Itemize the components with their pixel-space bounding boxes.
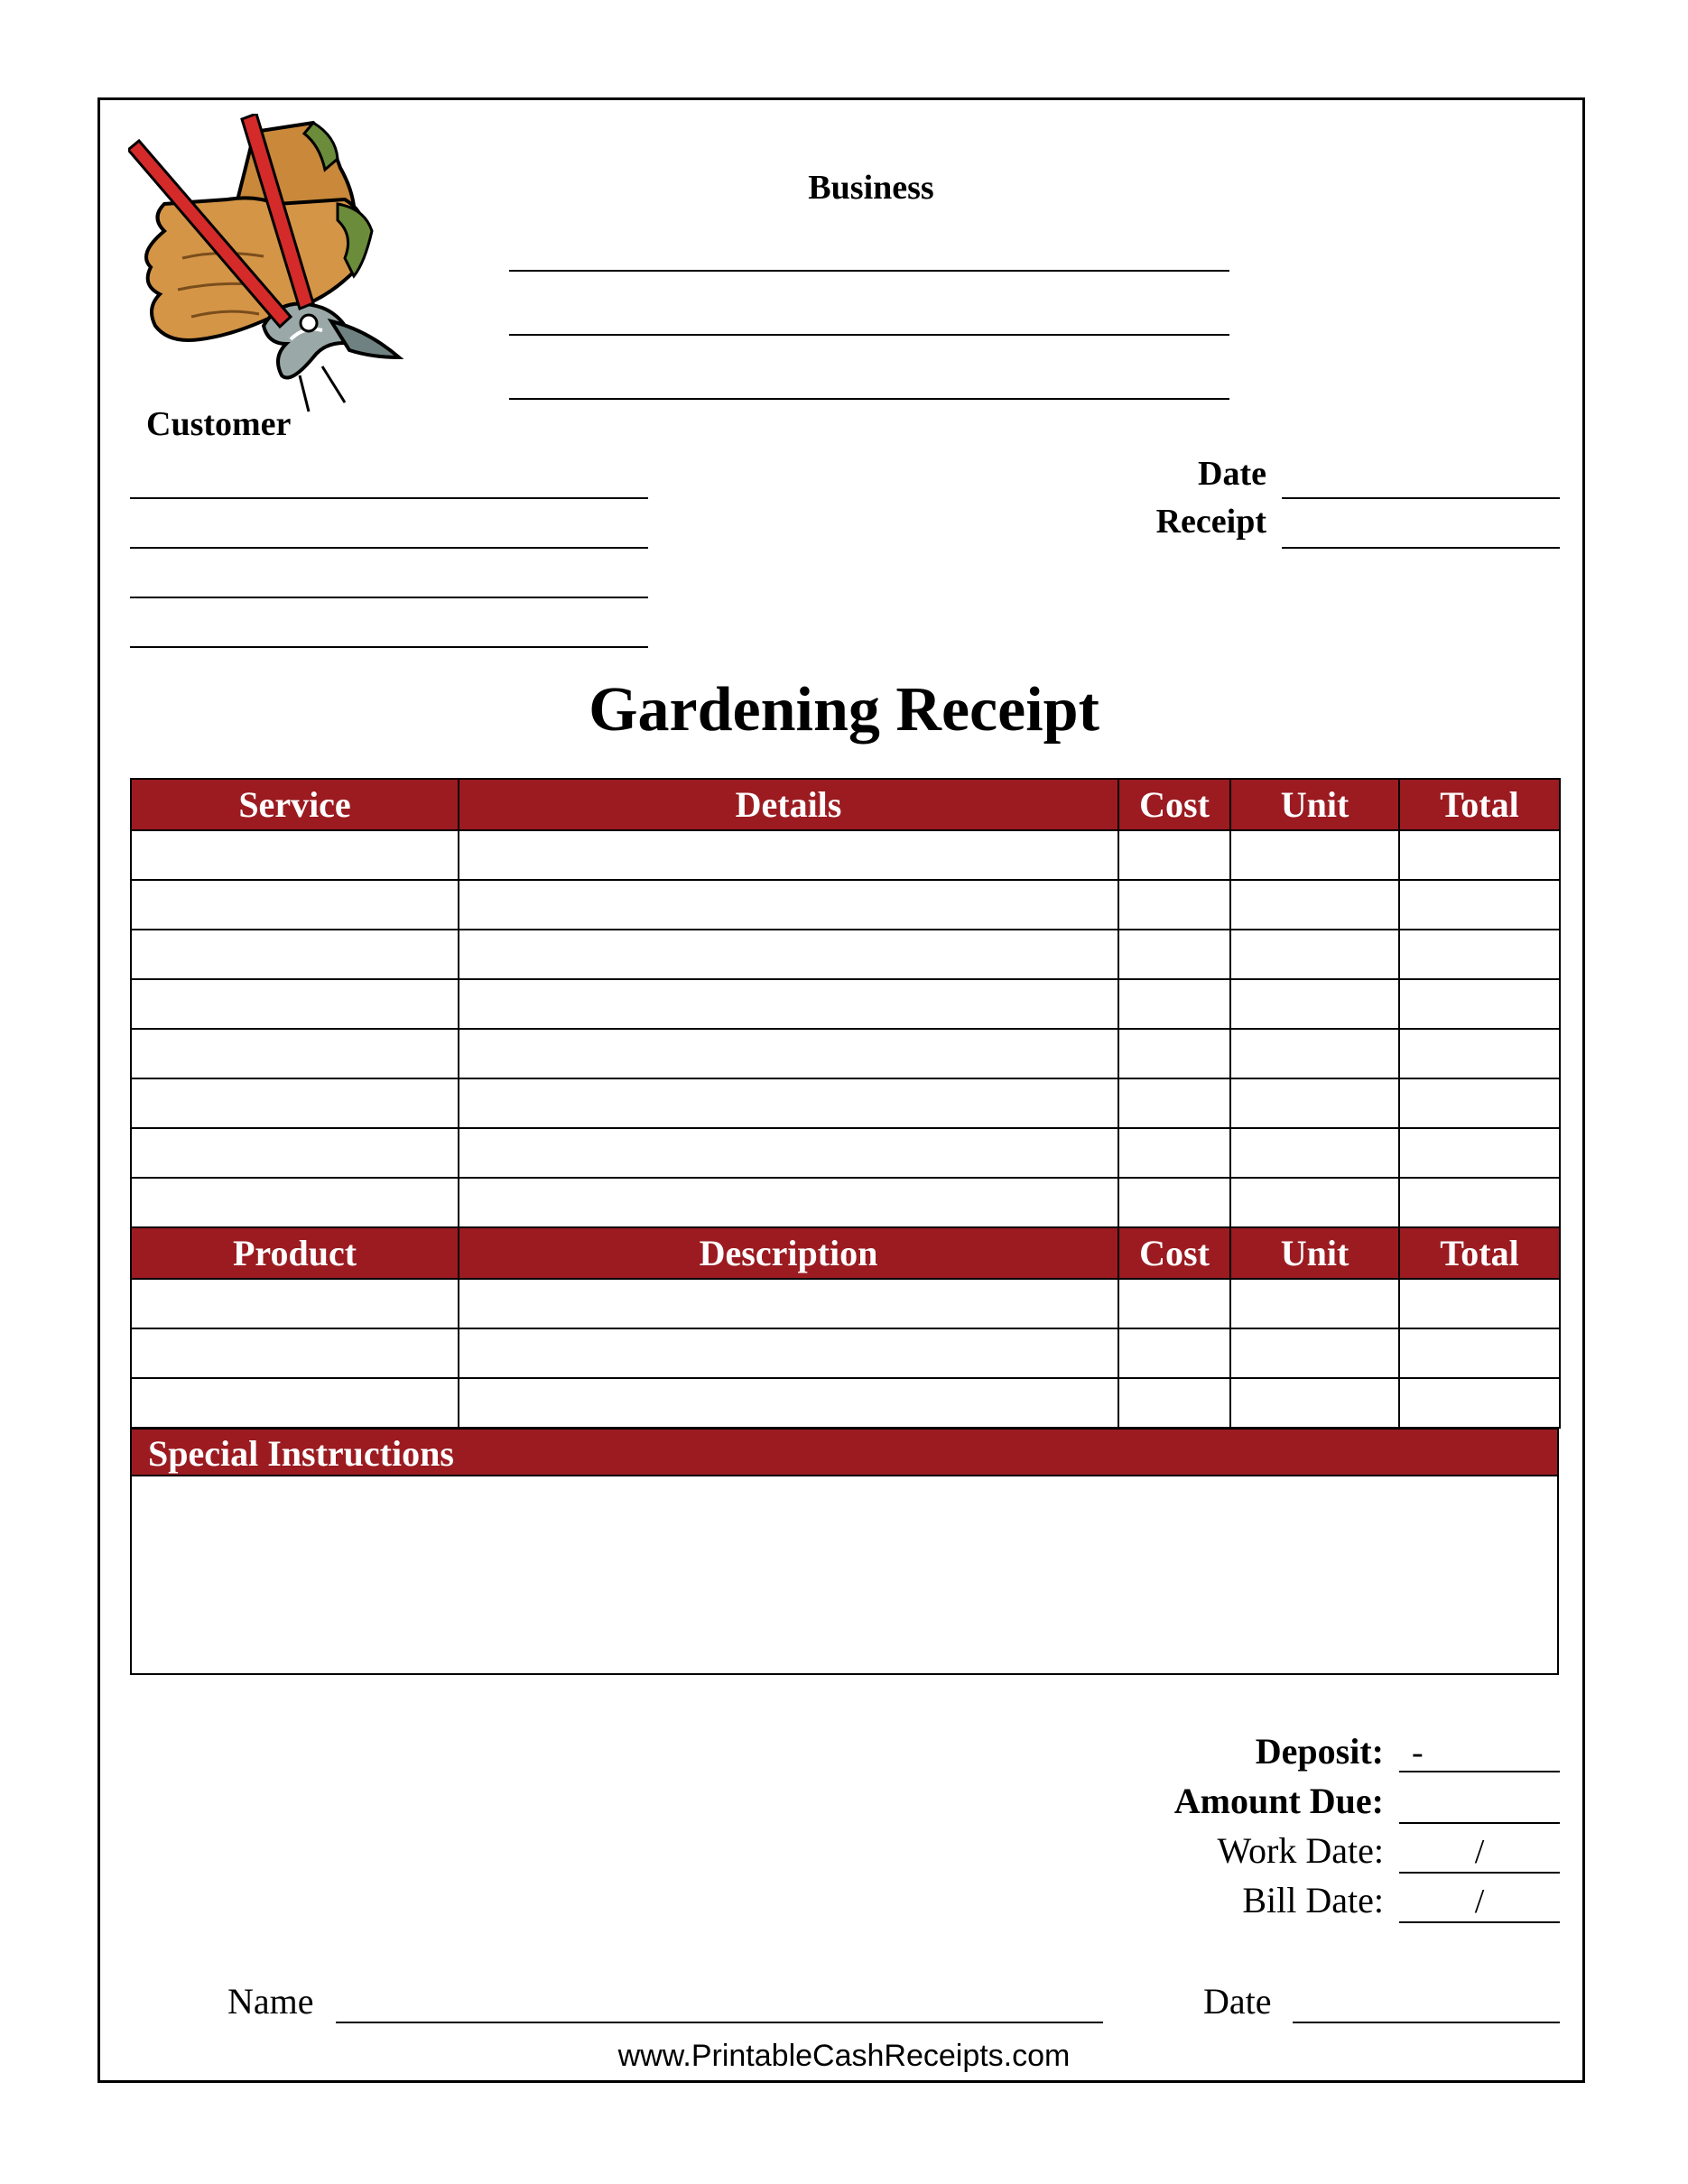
cell-total[interactable] — [1399, 1128, 1560, 1178]
name-line[interactable] — [336, 2022, 1103, 2023]
cell-total[interactable] — [1399, 830, 1560, 880]
cell-cost[interactable] — [1118, 1029, 1230, 1078]
date-line[interactable] — [1282, 497, 1560, 499]
cell-cost[interactable] — [1118, 1279, 1230, 1328]
cell-cost[interactable] — [1118, 930, 1230, 979]
name-label: Name — [227, 1981, 314, 2022]
customer-line-4[interactable] — [130, 646, 648, 648]
bill-date-label: Bill Date: — [1242, 1880, 1384, 1920]
deposit-label: Deposit: — [1255, 1731, 1384, 1772]
signature-date-label: Date — [1203, 1981, 1272, 2022]
cell-description[interactable] — [459, 1378, 1118, 1428]
special-instructions-header: Special Instructions — [130, 1428, 1559, 1476]
customer-line-1[interactable] — [130, 497, 648, 499]
deposit-value[interactable]: - — [1399, 1733, 1560, 1772]
cell-unit[interactable] — [1230, 880, 1399, 930]
amount-due-label: Amount Due: — [1173, 1781, 1384, 1821]
table-row — [131, 930, 1560, 979]
special-instructions-box[interactable] — [130, 1475, 1559, 1675]
work-date-value[interactable]: / — [1399, 1832, 1560, 1874]
cell-total[interactable] — [1399, 880, 1560, 930]
table-row — [131, 880, 1560, 930]
cell-cost[interactable] — [1118, 1128, 1230, 1178]
cell-total[interactable] — [1399, 1328, 1560, 1378]
header-total: Total — [1399, 779, 1560, 830]
cell-description[interactable] — [459, 1279, 1118, 1328]
cell-cost[interactable] — [1118, 1178, 1230, 1227]
gardening-gloves-shears-logo — [128, 114, 444, 421]
cell-service[interactable] — [131, 1029, 459, 1078]
table-row — [131, 1178, 1560, 1227]
cell-unit[interactable] — [1230, 1279, 1399, 1328]
header-unit: Unit — [1230, 779, 1399, 830]
cell-service[interactable] — [131, 880, 459, 930]
cell-total[interactable] — [1399, 1078, 1560, 1128]
cell-total[interactable] — [1399, 1029, 1560, 1078]
page-title: Gardening Receipt — [589, 675, 1099, 745]
cell-total[interactable] — [1399, 1178, 1560, 1227]
table-row — [131, 1029, 1560, 1078]
cell-details[interactable] — [459, 979, 1118, 1029]
cell-cost[interactable] — [1118, 1328, 1230, 1378]
header-details: Details — [459, 779, 1118, 830]
cell-product[interactable] — [131, 1279, 459, 1328]
footer-url[interactable]: www.PrintableCashReceipts.com — [617, 2039, 1071, 2073]
cell-details[interactable] — [459, 880, 1118, 930]
cell-unit[interactable] — [1230, 1029, 1399, 1078]
cell-unit[interactable] — [1230, 1328, 1399, 1378]
business-line-2[interactable] — [509, 334, 1229, 336]
cell-details[interactable] — [459, 1029, 1118, 1078]
cell-details[interactable] — [459, 1178, 1118, 1227]
header-description: Description — [459, 1227, 1118, 1279]
cell-unit[interactable] — [1230, 979, 1399, 1029]
cell-total[interactable] — [1399, 930, 1560, 979]
bill-date-value[interactable]: / — [1399, 1882, 1560, 1923]
table-row — [131, 1128, 1560, 1178]
business-line-1[interactable] — [509, 270, 1229, 272]
cell-cost[interactable] — [1118, 1378, 1230, 1428]
cell-service[interactable] — [131, 1128, 459, 1178]
table-row — [131, 1378, 1560, 1428]
receipt-line[interactable] — [1282, 547, 1560, 549]
services-table — [130, 778, 1561, 1429]
cell-unit[interactable] — [1230, 1078, 1399, 1128]
receipt-label: Receipt — [1155, 503, 1266, 541]
cell-total[interactable] — [1399, 1378, 1560, 1428]
cell-cost[interactable] — [1118, 880, 1230, 930]
cell-unit[interactable] — [1230, 930, 1399, 979]
cell-unit[interactable] — [1230, 1128, 1399, 1178]
table-row — [131, 830, 1560, 880]
cell-unit[interactable] — [1230, 1178, 1399, 1227]
header-unit: Unit — [1230, 1227, 1399, 1279]
work-date-label: Work Date: — [1217, 1830, 1384, 1871]
cell-unit[interactable] — [1230, 1378, 1399, 1428]
cell-service[interactable] — [131, 1078, 459, 1128]
customer-line-2[interactable] — [130, 547, 648, 549]
table-row — [131, 1328, 1560, 1378]
header-service: Service — [131, 779, 459, 830]
cell-unit[interactable] — [1230, 830, 1399, 880]
cell-service[interactable] — [131, 979, 459, 1029]
table-row — [131, 979, 1560, 1029]
cell-cost[interactable] — [1118, 1078, 1230, 1128]
cell-service[interactable] — [131, 1178, 459, 1227]
cell-cost[interactable] — [1118, 830, 1230, 880]
cell-description[interactable] — [459, 1328, 1118, 1378]
cell-details[interactable] — [459, 1078, 1118, 1128]
cell-product[interactable] — [131, 1328, 459, 1378]
cell-service[interactable] — [131, 930, 459, 979]
cell-details[interactable] — [459, 830, 1118, 880]
cell-total[interactable] — [1399, 979, 1560, 1029]
cell-cost[interactable] — [1118, 979, 1230, 1029]
header-total: Total — [1399, 1227, 1560, 1279]
header-cost: Cost — [1118, 779, 1230, 830]
cell-service[interactable] — [131, 830, 459, 880]
header-product: Product — [131, 1227, 459, 1279]
customer-label: Customer — [146, 405, 292, 443]
date-label: Date — [1198, 455, 1266, 493]
business-line-3[interactable] — [509, 398, 1229, 400]
header-cost: Cost — [1118, 1227, 1230, 1279]
cell-details[interactable] — [459, 1128, 1118, 1178]
signature-date-line[interactable] — [1293, 2022, 1560, 2023]
customer-line-3[interactable] — [130, 597, 648, 598]
business-label: Business — [808, 169, 934, 207]
cell-total[interactable] — [1399, 1279, 1560, 1328]
cell-product[interactable] — [131, 1378, 459, 1428]
services-header-row — [131, 779, 1560, 830]
cell-details[interactable] — [459, 930, 1118, 979]
products-header-row — [131, 1227, 1560, 1279]
amount-due-value[interactable] — [1399, 1782, 1560, 1824]
table-row — [131, 1279, 1560, 1328]
table-row — [131, 1078, 1560, 1128]
